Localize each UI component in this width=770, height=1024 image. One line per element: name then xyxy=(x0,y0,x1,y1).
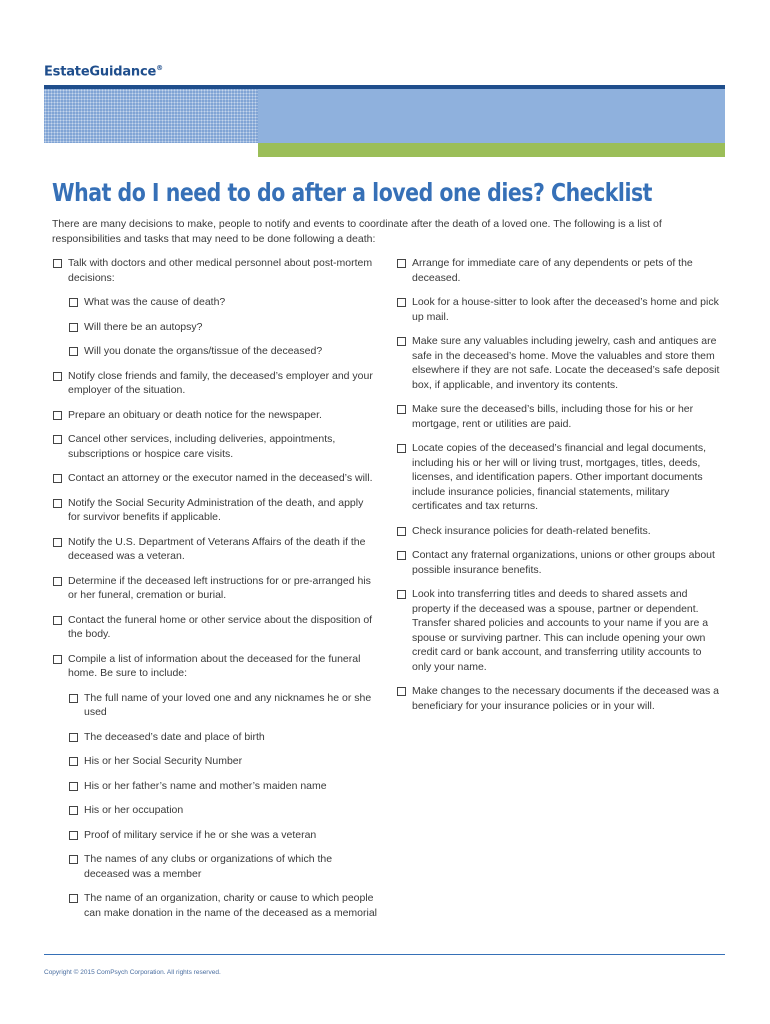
checklist-subitem xyxy=(68,344,378,359)
checkbox[interactable] xyxy=(69,757,78,766)
checkbox[interactable] xyxy=(69,894,78,903)
checklist-subitem xyxy=(68,803,378,818)
checklist-item-text: Make changes to the necessary documents if the deceased was a beneficiary for your insurance policies or in your will. xyxy=(412,685,720,712)
checklist-item xyxy=(396,295,720,324)
checkbox[interactable] xyxy=(397,444,406,453)
header-dot-pattern xyxy=(44,89,258,143)
checklist-item-text: Talk with doctors and other medical personnel about post-mortem decisions: xyxy=(68,257,373,284)
checklist-item-text: Notify the Social Security Administration of the death, and apply for survivor benefits if applicable. xyxy=(68,496,364,523)
checklist-item xyxy=(52,652,378,681)
checkbox[interactable] xyxy=(69,806,78,815)
checklist-item-text: The name of an organization, charity or cause to which people can make donation in the name of the deceased as a memorial xyxy=(84,892,378,919)
checklist-item-text: Make sure the deceased’s bills, including those for his or her mortgage, rent or utilities are paid. xyxy=(412,403,694,430)
brand-name: EstateGuidance xyxy=(44,64,157,80)
intro-paragraph: There are many decisions to make, people to notify and events to coordinate after the death of a loved one. The following is a list of responsibilities and tasks that may need to be done following a death: xyxy=(52,218,662,245)
footer-rule xyxy=(44,954,725,955)
checklist-item-text: Compile a list of information about the deceased for the funeral home. Be sure to include: xyxy=(68,652,361,679)
checklist-item-text: His or her occupation xyxy=(84,804,184,816)
checklist-left-column xyxy=(52,256,378,930)
brand-logo xyxy=(44,64,163,79)
checklist-item-text: Arrange for immediate care of any dependents or pets of the deceased. xyxy=(412,257,693,284)
checkbox[interactable] xyxy=(397,259,406,268)
checklist-subitem xyxy=(68,891,378,920)
checkbox[interactable] xyxy=(53,435,62,444)
checklist-item-text: His or her Social Security Number xyxy=(84,755,243,767)
checkbox[interactable] xyxy=(53,259,62,268)
checkbox[interactable] xyxy=(397,687,406,696)
header-band-green xyxy=(258,143,725,157)
checkbox[interactable] xyxy=(397,527,406,536)
checklist-item-text: Look for a house-sitter to look after the deceased’s home and pick up mail. xyxy=(412,296,719,323)
checkbox[interactable] xyxy=(69,347,78,356)
checklist-item-text: Contact an attorney or the executor named in the deceased’s will. xyxy=(68,472,373,484)
checklist-item xyxy=(52,574,378,603)
checklist-item xyxy=(396,402,720,431)
checklist-item-text: The deceased’s date and place of birth xyxy=(84,730,265,743)
checkbox[interactable] xyxy=(397,590,406,599)
checklist-subitem xyxy=(68,754,378,769)
checklist-item xyxy=(52,471,378,486)
checklist-item-text: Contact the funeral home or other service about the disposition of the body. xyxy=(68,613,373,640)
checklist-subitem xyxy=(68,852,378,881)
checklist-item-text: Look into transferring titles and deeds to shared assets and property if the deceased was a spouse, partner or dependent. Transfer shared policies and accounts to your name if you are a spouse or surviving partner. This can include opening your own credit card or bank account, and transferring utility accounts to only your name. xyxy=(412,588,709,673)
checklist-subitem xyxy=(68,295,378,310)
checklist-subitem xyxy=(68,320,378,335)
checklist-subitem xyxy=(68,730,378,745)
checkbox[interactable] xyxy=(69,323,78,332)
checkbox[interactable] xyxy=(53,538,62,547)
checkbox[interactable] xyxy=(397,337,406,346)
checklist-item-text: Notify close friends and family, the deceased’s employer and your employer of the situation. xyxy=(68,369,373,396)
checklist-item-text: Make sure any valuables including jewelry, cash and antiques are safe in the deceased’s home. Move the valuables and store them elsewhere if they are not safe. Locate the deceased’s safe deposit box, if applicable, and inventory its contents. xyxy=(412,335,720,391)
checkbox[interactable] xyxy=(53,372,62,381)
checklist-subitem xyxy=(68,691,378,720)
checklist-item-text: His or her father’s name and mother’s maiden name xyxy=(84,779,327,792)
checklist-item-text: Locate copies of the deceased’s financial and legal documents, including his or her will or living trust, mortgages, titles, deeds, licenses, and identification papers. Other important documents include insurance policies, financial statements, military certificates and tax returns. xyxy=(412,442,707,512)
checklist-item-text: Proof of military service if he or she was a veteran xyxy=(84,828,317,841)
checklist-item xyxy=(396,684,720,713)
registered-mark: ® xyxy=(156,64,163,72)
checklist-item xyxy=(396,548,720,577)
checklist-item xyxy=(52,496,378,525)
checkbox[interactable] xyxy=(397,405,406,414)
checkbox[interactable] xyxy=(69,694,78,703)
checkbox[interactable] xyxy=(53,616,62,625)
checklist-right-column xyxy=(396,256,720,723)
checklist-item xyxy=(52,432,378,461)
checklist-item xyxy=(396,587,720,674)
checklist-item xyxy=(396,441,720,514)
checkbox[interactable] xyxy=(69,298,78,307)
copyright-footer: Copyright © 2015 ComPsych Corporation. All rights reserved. xyxy=(44,969,221,976)
checklist-item-text: Notify the U.S. Department of Veterans Affairs of the death if the deceased was a veteran. xyxy=(68,535,366,562)
checkbox[interactable] xyxy=(397,298,406,307)
checkbox[interactable] xyxy=(69,855,78,864)
checklist-subitem xyxy=(68,779,378,794)
checkbox[interactable] xyxy=(69,782,78,791)
checklist-item xyxy=(52,535,378,564)
checklist-item xyxy=(396,524,720,539)
checkbox[interactable] xyxy=(69,733,78,742)
checklist-item-text: Cancel other services, including deliveries, appointments, subscriptions or hospice care visits. xyxy=(68,433,336,460)
checkbox[interactable] xyxy=(397,551,406,560)
checklist-item-text: Prepare an obituary or death notice for the newspaper. xyxy=(68,408,322,421)
page-title: What do I need to do after a loved one dies? Checklist xyxy=(52,178,652,207)
checklist-item-text: Contact any fraternal organizations, unions or other groups about possible insurance benefits. xyxy=(412,549,715,576)
checklist-item-text: What was the cause of death? xyxy=(84,296,226,308)
checklist-item xyxy=(396,256,720,285)
checkbox[interactable] xyxy=(53,577,62,586)
checkbox[interactable] xyxy=(53,499,62,508)
checkbox[interactable] xyxy=(53,474,62,483)
checklist-subitem xyxy=(68,828,378,843)
checkbox[interactable] xyxy=(53,411,62,420)
checklist-item xyxy=(52,256,378,285)
checklist-item-text: The full name of your loved one and any nicknames he or she used xyxy=(84,691,372,718)
checklist-item-text: The names of any clubs or organizations of which the deceased was a member xyxy=(84,853,333,880)
checklist-item xyxy=(396,334,720,392)
checklist-item-text: Will there be an autopsy? xyxy=(84,320,203,333)
checkbox[interactable] xyxy=(53,655,62,664)
checklist-item-text: Check insurance policies for death-related benefits. xyxy=(412,524,651,537)
checkbox[interactable] xyxy=(69,831,78,840)
checklist-item xyxy=(52,408,378,423)
checklist-item xyxy=(52,369,378,398)
checklist-item xyxy=(52,613,378,642)
checklist-item-text: Determine if the deceased left instructions for or pre-arranged his or her funeral, cremation or burial. xyxy=(68,574,371,601)
checklist-item-text: Will you donate the organs/tissue of the deceased? xyxy=(84,345,323,357)
